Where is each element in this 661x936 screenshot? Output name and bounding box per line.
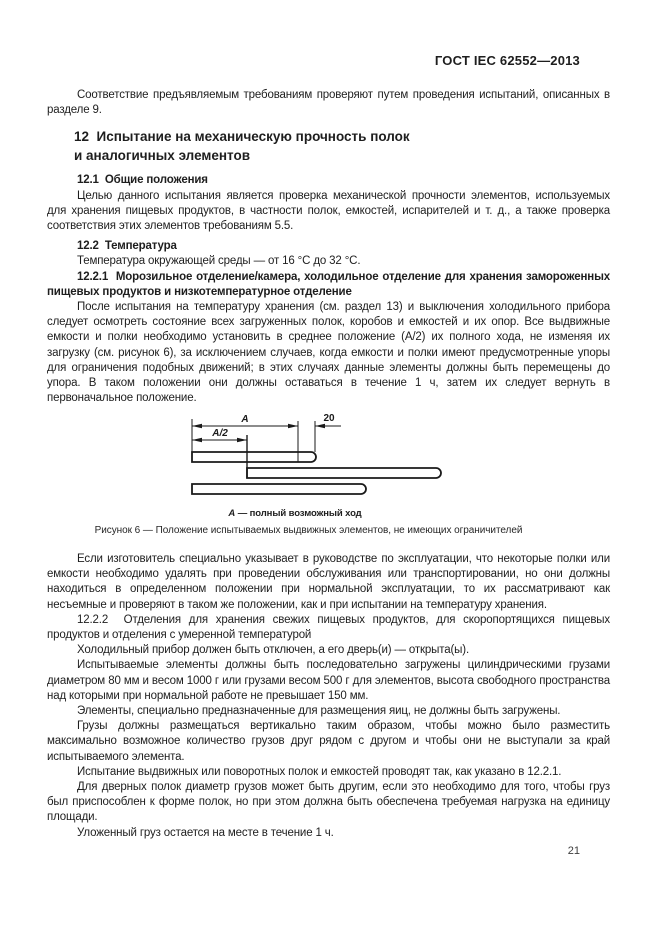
- figure-legend-variable: A: [228, 508, 236, 520]
- paragraph-door-shelves: Для дверных полок диаметр грузов может быть другим, если это необходимо для того, чтобы груз был приспособлен к форме полок, но при этом должна быть обеспечена требуемая нагрузка на единицу площади.: [47, 781, 610, 824]
- paragraph-compliance: Соответствие предъявляемым требованиям проверяют путем проведения испытаний, описанных в разделе 9.: [47, 89, 610, 117]
- paragraph-manufacturer-note: Если изготовитель специально указывает в руководстве по эксплуатации, что некоторые полки или емкости необходимо удалять при проведении обслуживания или транспортировании, но они должны находиться в определенном положении при нормальной эксплуатации, то их рассматривают как несъемные и проверяют в таком же положении, как и при испытании на температуру хранения.: [47, 552, 610, 611]
- section-12-title-line1: 12 Испытание на механическую прочность полок: [74, 129, 410, 145]
- dimension-label-20: 20: [323, 413, 335, 425]
- shelf-bar-bottom: [192, 484, 366, 494]
- paragraph-sliding-test: Испытание выдвижных или поворотных полок и емкостей проводят так, как указано в 12.2.1.: [77, 765, 562, 778]
- heading-12-2-1: 12.2.1 Морозильное отделение/камера, холодильное отделение для хранения замороженных пищевых продуктов и низкотемпературное отделение: [47, 270, 610, 298]
- arrowhead: [288, 424, 298, 428]
- arrowhead: [192, 438, 202, 442]
- page-number: 21: [567, 845, 580, 857]
- arrowhead: [237, 438, 247, 442]
- paragraph-temperature: Температура окружающей среды — от 16 °С до 32 °С.: [77, 255, 361, 268]
- dimension-label-a: A: [241, 414, 249, 426]
- arrowhead: [315, 424, 325, 428]
- technical-drawing-sliding-elements: [183, 408, 457, 505]
- paragraph-device-off: Холодильный прибор должен быть отключен, а его дверь(и) — открыта(ы).: [77, 644, 470, 657]
- paragraph-12-1: Целью данного испытания является проверка механической прочности элементов, используемых для хранения пищевых продуктов, в частности полок, емкостей, испарителей и т. д., а также проверка соответствия этих элементов требованиям 5.5.: [47, 189, 610, 233]
- figure-legend-text: — полный возможный ход: [237, 508, 362, 520]
- figure-caption: Рисунок 6 — Положение испытываемых выдвижных элементов, не имеющих ограничителей: [94, 525, 523, 537]
- paragraph-cylindrical-loads: Испытываемые элементы должны быть последовательно загружены цилиндрическими грузами диаметром 80 мм и весом 1000 г или грузами весом 500 г для элементов, высота свободного пространства над которыми при нормальной работе не превышает 150 мм.: [47, 659, 610, 702]
- figure-legend: [183, 508, 457, 519]
- paragraph-load-duration: Уложенный груз остается на месте в течение 1 ч.: [77, 826, 334, 839]
- heading-12-2: 12.2 Температура: [77, 240, 177, 253]
- paragraph-12-2-1: После испытания на температуру хранения (см. раздел 13) и выключения холодильного прибора следует осмотреть состояние всех загруженных полок, коробов и емкостей и их опор. Все выдвижные емкости и полки необходимо установить в среднее положение (A/2) их полного хода, не изменяя их загрузку (см. рисунок 6), за исключением случаев, когда емкости и полки имеют предусмотренные упоры для ограничения подобных движений; в этих случаях данные элементы должны быть перемещены до упора. В таком положении они должны оставаться в течение 1 ч, затем их следует вернуть в первоначальное положение.: [47, 301, 610, 405]
- document-code-header: ГОСТ IEC 62552—2013: [434, 53, 580, 68]
- heading-12-2-2: 12.2.2 Отделения для хранения свежих пищевых продуктов, для скоропортящихся пищевых продуктов и отделения с умеренной температурой: [47, 613, 610, 641]
- shelf-bar-top: [192, 452, 316, 462]
- paragraph-vertical-placement: Грузы должны размещаться вертикально таким образом, чтобы можно было разместить максимально возможное количество грузов друг рядом с другом и чтобы они не выступали за край испытываемого элемента.: [47, 720, 610, 763]
- section-12-title: [47, 128, 610, 165]
- figure-6: [183, 408, 457, 519]
- dimension-label-a2: A/2: [212, 428, 228, 440]
- arrowhead: [192, 424, 202, 428]
- paragraph-egg-elements: Элементы, специально предназначенные для размещения яиц, не должны быть загружены.: [77, 704, 561, 717]
- shelf-bar-middle: [247, 468, 441, 478]
- section-12-title-line2: и аналогичных элементов: [74, 147, 251, 163]
- heading-12-1: 12.1 Общие положения: [77, 174, 208, 187]
